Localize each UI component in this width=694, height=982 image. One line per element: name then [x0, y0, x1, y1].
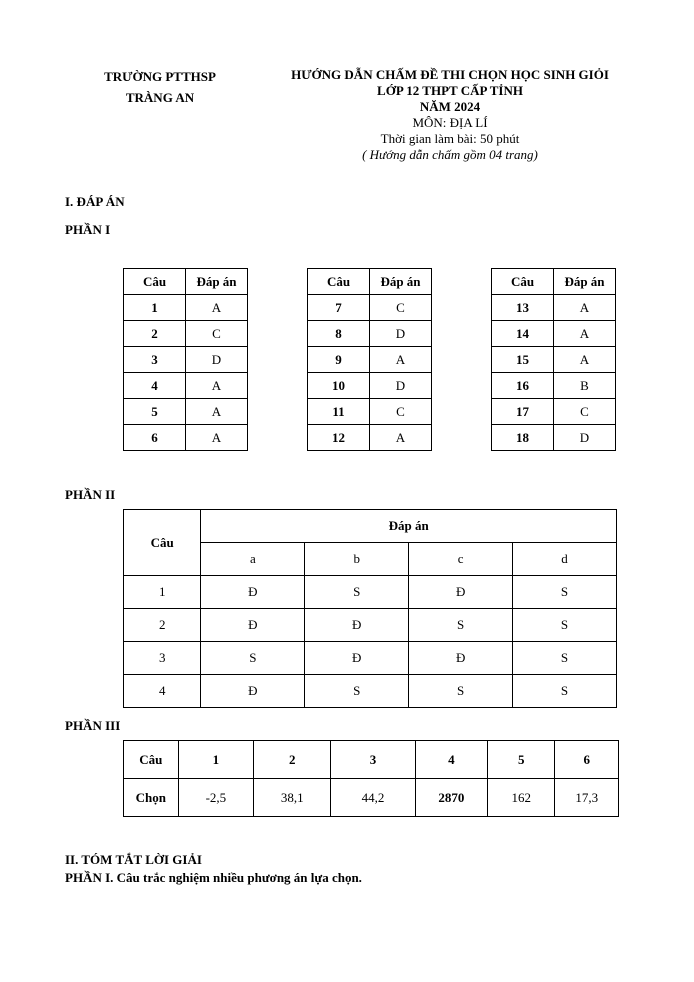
question-number: 11 [308, 399, 370, 425]
answer-cell: D [554, 425, 616, 451]
question-number: 17 [492, 399, 554, 425]
part3-question: 2 [254, 741, 331, 779]
answer-cell: S [409, 609, 513, 642]
part1-table-2 [307, 268, 432, 451]
title-line2: LỚP 12 THPT CẤP TỈNH [377, 83, 523, 98]
answer-cell: S [305, 675, 409, 708]
answer-cell: C [370, 399, 432, 425]
subject: MÔN: ĐỊA LÍ [412, 115, 488, 130]
answer-cell: Đ [409, 576, 513, 609]
part3-answer: 17,3 [555, 779, 619, 817]
table-row [308, 321, 432, 347]
table-row [124, 576, 617, 609]
answer-cell: D [370, 321, 432, 347]
part1-header-question: Câu [124, 269, 186, 295]
table-row [124, 642, 617, 675]
table-row [124, 399, 248, 425]
part3-question: 1 [178, 741, 253, 779]
part2-subcol: a [201, 543, 305, 576]
table-row [492, 399, 616, 425]
exam-time: Thời gian làm bài: 50 phút [380, 131, 520, 146]
answer-cell: A [186, 425, 248, 451]
answer-cell: A [186, 399, 248, 425]
part3-answer: -2,5 [178, 779, 253, 817]
section2-title: II. TÓM TẮT LỜI GIẢI [65, 852, 202, 867]
part1-header-question: Câu [308, 269, 370, 295]
pages-note: ( Hướng dẫn chấm gồm 04 trang) [362, 147, 538, 162]
table-row [124, 373, 248, 399]
part2-table [123, 509, 617, 708]
answer-cell: A [186, 295, 248, 321]
part3-row-label: Câu [124, 741, 179, 779]
answer-cell: S [409, 675, 513, 708]
part2-subcol: c [409, 543, 513, 576]
question-number: 3 [124, 642, 201, 675]
document-header [255, 67, 645, 163]
question-number: 4 [124, 373, 186, 399]
question-number: 1 [124, 576, 201, 609]
answer-cell: C [370, 295, 432, 321]
answer-cell: S [305, 576, 409, 609]
school-line1: TRƯỜNG PTTHSP [104, 69, 216, 84]
answer-cell: A [370, 347, 432, 373]
part2-header-question: Câu [124, 510, 201, 576]
part2-header-answer: Đáp án [201, 510, 617, 543]
part2-subcol: d [513, 543, 617, 576]
part1-table-3 [491, 268, 616, 451]
question-number: 1 [124, 295, 186, 321]
part3-question: 3 [331, 741, 415, 779]
part3-answer: 2870 [415, 779, 487, 817]
answer-cell: Đ [201, 576, 305, 609]
table-row [124, 425, 248, 451]
part1-header-row [492, 269, 616, 295]
answer-cell: S [513, 675, 617, 708]
answer-cell: Đ [409, 642, 513, 675]
part1-table-body [124, 269, 248, 451]
school-name [60, 66, 260, 108]
answer-cell: S [513, 642, 617, 675]
part3-answer: 162 [488, 779, 555, 817]
question-number: 4 [124, 675, 201, 708]
question-number: 3 [124, 347, 186, 373]
part1-header-row [124, 269, 248, 295]
table-row [124, 321, 248, 347]
part1-header-answer: Đáp án [186, 269, 248, 295]
question-number: 2 [124, 609, 201, 642]
answer-cell: Đ [305, 642, 409, 675]
question-number: 15 [492, 347, 554, 373]
part3-answer-row [124, 779, 619, 817]
table-row [124, 675, 617, 708]
table-row [308, 347, 432, 373]
part2-subcol: b [305, 543, 409, 576]
part3-row-label: Chọn [124, 779, 179, 817]
question-number: 7 [308, 295, 370, 321]
part3-question: 4 [415, 741, 487, 779]
exam-year: NĂM 2024 [419, 99, 481, 114]
table-row [308, 399, 432, 425]
part1-header-row [308, 269, 432, 295]
part1-header-question: Câu [492, 269, 554, 295]
answer-cell: A [370, 425, 432, 451]
answer-cell: A [186, 373, 248, 399]
answer-cell: D [186, 347, 248, 373]
table-row [492, 295, 616, 321]
answer-cell: A [554, 321, 616, 347]
question-number: 6 [124, 425, 186, 451]
part3-question: 5 [488, 741, 555, 779]
section1-title: I. ĐÁP ÁN [65, 194, 125, 209]
table-row [124, 347, 248, 373]
table-row [308, 295, 432, 321]
table-row [492, 347, 616, 373]
question-number: 2 [124, 321, 186, 347]
part3-answer: 38,1 [254, 779, 331, 817]
question-number: 8 [308, 321, 370, 347]
table-row [124, 609, 617, 642]
answer-cell: Đ [305, 609, 409, 642]
question-number: 18 [492, 425, 554, 451]
table-row [308, 425, 432, 451]
question-number: 13 [492, 295, 554, 321]
part1-header-answer: Đáp án [370, 269, 432, 295]
question-number: 10 [308, 373, 370, 399]
table-row [308, 373, 432, 399]
answer-cell: S [513, 576, 617, 609]
table-row [492, 425, 616, 451]
part1-title: PHẦN I [65, 222, 111, 237]
part2-title: PHẦN II [65, 487, 116, 502]
title-line1: HƯỚNG DẪN CHẤM ĐỀ THI CHỌN HỌC SINH GIỎI [291, 67, 609, 82]
answer-cell: C [186, 321, 248, 347]
part1-table-1 [123, 268, 248, 451]
school-line2: TRÀNG AN [125, 90, 195, 105]
question-number: 12 [308, 425, 370, 451]
question-number: 14 [492, 321, 554, 347]
part3-answer: 44,2 [331, 779, 415, 817]
part3-question: 6 [555, 741, 619, 779]
part2-body [124, 576, 617, 708]
part3-title: PHẦN III [65, 718, 121, 733]
table-row [492, 373, 616, 399]
answer-cell: S [513, 609, 617, 642]
answer-cell: A [554, 295, 616, 321]
answer-cell: D [370, 373, 432, 399]
question-number: 16 [492, 373, 554, 399]
answer-cell: B [554, 373, 616, 399]
answer-cell: S [201, 642, 305, 675]
answer-cell: A [554, 347, 616, 373]
question-number: 5 [124, 399, 186, 425]
answer-cell: C [554, 399, 616, 425]
section2-subtitle: PHẦN I. Câu trắc nghiệm nhiều phương án lựa chọn. [65, 870, 362, 885]
part3-table [123, 740, 619, 817]
answer-cell: Đ [201, 609, 305, 642]
answer-cell: Đ [201, 675, 305, 708]
table-row [492, 321, 616, 347]
table-row [124, 295, 248, 321]
part1-header-answer: Đáp án [554, 269, 616, 295]
question-number: 9 [308, 347, 370, 373]
part3-question-row [124, 741, 619, 779]
part1-table-body [492, 269, 616, 451]
part1-table-body [308, 269, 432, 451]
